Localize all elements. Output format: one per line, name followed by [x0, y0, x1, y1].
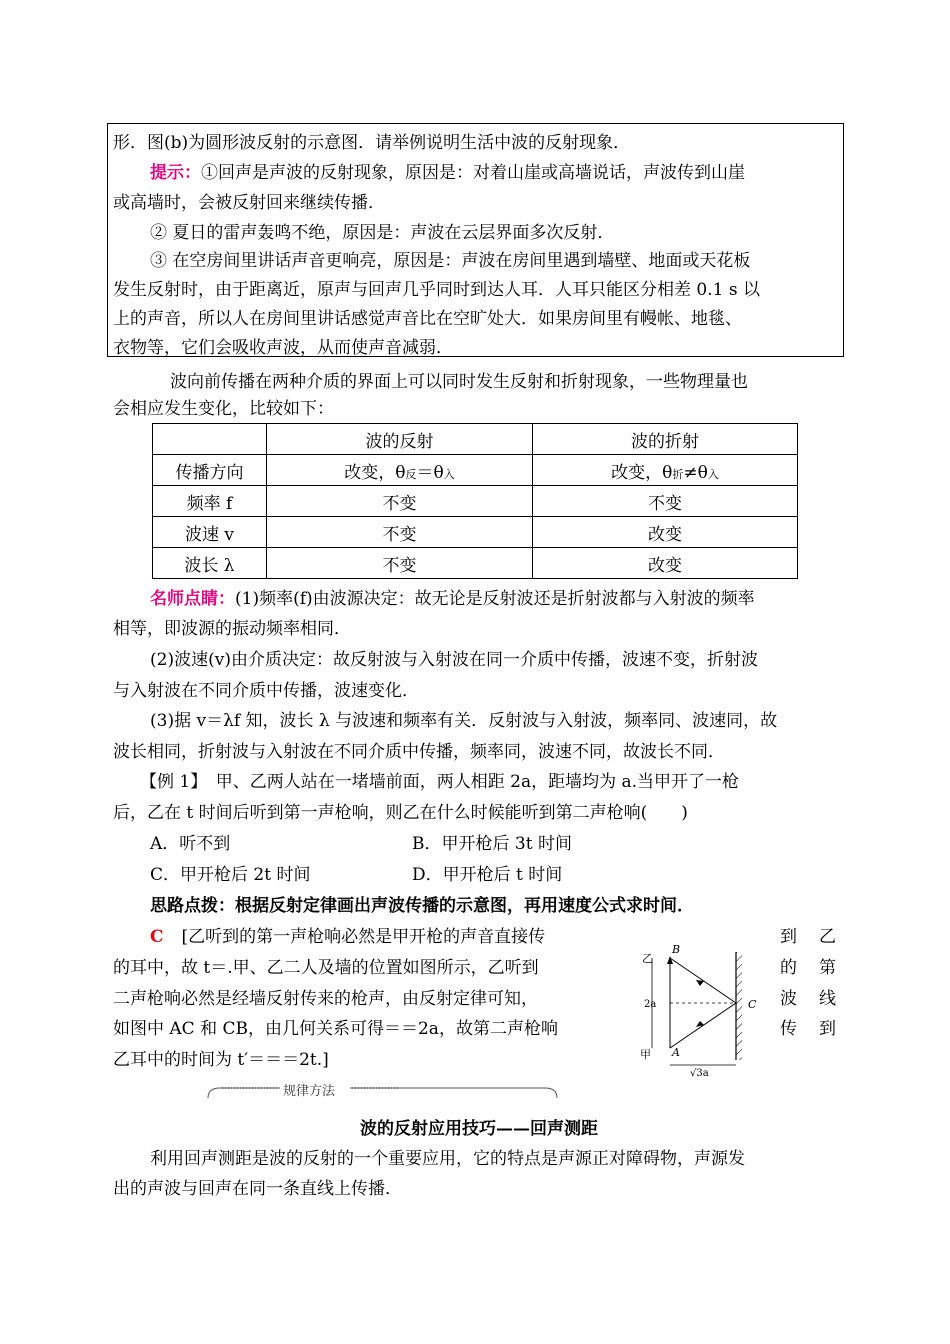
- table-row-label: 波长 λ: [153, 548, 267, 579]
- teacher-label: 名师点睛：: [150, 589, 235, 609]
- answer-right-char: 波: [780, 989, 797, 1009]
- answer-right-3: [780, 984, 836, 1009]
- hint-label: 提示：: [150, 163, 201, 183]
- arrow-icon: [696, 980, 704, 986]
- table-cell: 不变: [267, 486, 533, 517]
- answer-right-char: 线: [819, 989, 836, 1009]
- teacher-line-5: (3)据 v＝λf 知，波长 λ 与波速和频率有关．反射波与入射波，频率同、波速同，故: [150, 711, 778, 731]
- option-b: B．甲开枪后 3t 时间: [412, 834, 572, 854]
- tips-line-1: 利用回声测距是波的反射的一个重要应用，它的特点是声源正对障碍物，声源发: [150, 1149, 745, 1169]
- table-header-row: [153, 424, 798, 455]
- teacher-text: (1)频率(f)由波源决定：故无论是反射波还是折射波都与入射波的频率: [235, 589, 755, 609]
- answer-text: [乙听到的第一声枪响必然是甲开枪的声音直接传: [181, 927, 546, 947]
- table-row-label: 频率 f: [153, 486, 267, 517]
- answer-right-char: 到: [780, 927, 797, 947]
- label-2a: 2a: [644, 999, 657, 1010]
- reflection-figure: [630, 940, 770, 1080]
- table-row: [153, 517, 798, 548]
- cell-text: 改变，θ: [611, 462, 673, 483]
- option-d: D．甲开枪后 t 时间: [412, 865, 563, 885]
- answer-right-char: 传: [780, 1019, 797, 1039]
- answer-line-2: 的耳中，故 t＝.甲、乙二人及墙的位置如图所示，乙听到: [113, 958, 539, 978]
- teacher-line-4: 与入射波在不同介质中传播，波速变化．: [113, 681, 419, 701]
- answer-line-4: 如图中 AC 和 CB，由几何关系可得＝＝2a，故第二声枪响: [113, 1019, 558, 1039]
- teacher-line-3: (2)波速(v)由介质决定：故反射波与入射波在同一介质中传播，波速不变，折射波: [150, 650, 758, 670]
- think-hint: 思路点拨：根据反射定律画出声波传播的示意图，再用速度公式求时间．: [150, 896, 694, 916]
- wall-hatch: [736, 952, 742, 1060]
- answer-right-1: [780, 922, 836, 947]
- tips-line-2: 出的声波与回声在同一条直线上传播．: [113, 1179, 402, 1199]
- cb-line: [670, 958, 736, 1003]
- box-line-5: ③ 在空房间里讲话声音更响亮，原因是：声波在房间里遇到墙壁、地面或天花板: [150, 251, 751, 271]
- ac-line: [670, 1003, 736, 1048]
- label-c: C: [748, 998, 757, 1011]
- option-c: C．甲开枪后 2t 时间: [150, 865, 311, 885]
- teacher-line-6: 波长相同，折射波与入射波在不同介质中传播，频率同，波速不同，故波长不同．: [113, 742, 725, 762]
- table-cell: 不变: [267, 517, 533, 548]
- cell-subscript: 反: [405, 467, 417, 481]
- answer-line-3: 二声枪响必然是经墙反射传来的枪声，由反射定律可知，: [113, 989, 538, 1009]
- table-row: [153, 486, 798, 517]
- table-cell: 改变: [533, 517, 798, 548]
- box-line-2: [150, 158, 745, 183]
- intro-line-1: 波向前传播在两种介质的界面上可以同时发生反射和折射现象，一些物理量也: [170, 372, 748, 392]
- table-cell: [533, 455, 798, 486]
- box-line-3: 或高墙时，会被反射回来继续传播．: [113, 193, 385, 213]
- label-a: A: [672, 1046, 680, 1059]
- teacher-line-1: [150, 584, 755, 609]
- label-root3a: √3a: [690, 1068, 709, 1079]
- label-jia: 甲: [640, 1048, 651, 1061]
- intro-line-2: 会相应发生变化，比较如下：: [113, 399, 334, 419]
- option-a: A．听不到: [150, 834, 231, 854]
- table-header-reflection: 波的反射: [267, 424, 533, 455]
- tips-title: 波的反射应用技巧——回声测距: [360, 1119, 598, 1139]
- table-row: [153, 548, 798, 579]
- label-b: B: [672, 943, 681, 956]
- table-cell: 不变: [533, 486, 798, 517]
- comparison-table: [152, 423, 798, 579]
- cell-subscript: 折: [672, 467, 684, 481]
- box-line-6: 发生反射时，由于距离近，原声与回声几乎同时到达人耳．人耳只能区分相差 0.1 s 以: [113, 280, 760, 300]
- cell-subscript: 入: [443, 467, 455, 481]
- example-line-2: 后，乙在 t 时间后听到第一声枪响，则乙在什么时候能听到第二声枪响( ): [113, 803, 688, 823]
- cell-text: 改变，θ: [344, 462, 406, 483]
- teacher-line-2: 相等，即波源的振动频率相同．: [113, 619, 351, 639]
- table-corner-cell: [153, 424, 267, 455]
- answer-letter: C: [150, 927, 164, 947]
- answer-right-char: 到: [819, 1019, 836, 1039]
- table-cell: [267, 455, 533, 486]
- cell-text: ≠θ: [683, 462, 708, 483]
- cell-text: ＝θ: [416, 462, 444, 483]
- table-row-label: 传播方向: [153, 455, 267, 486]
- label-yi: 乙: [642, 952, 653, 965]
- answer-line-1: [150, 922, 545, 947]
- box-line-1: 形．图(b)为圆形波反射的示意图．请举例说明生活中波的反射现象．: [113, 133, 631, 153]
- answer-right-char: 乙: [819, 927, 836, 947]
- table-row: [153, 455, 798, 486]
- table-cell: 改变: [533, 548, 798, 579]
- answer-right-char: 第: [819, 958, 836, 978]
- hint-text: ①回声是声波的反射现象，原因是：对着山崖或高墙说话，声波传到山崖: [201, 163, 745, 183]
- box-line-7: 上的声音，所以人在房间里讲话感觉声音比在空旷处大．如果房间里有幔帐、地毯、: [113, 309, 742, 329]
- cell-subscript: 入: [707, 467, 719, 481]
- box-line-8: 衣物等，它们会吸收声波，从而使声音减弱．: [113, 338, 453, 358]
- example-line-1: 【例 1】 甲、乙两人站在一堵墙前面，两人相距 2a，距墙均为 a.当甲开了一枪: [140, 772, 740, 792]
- tips-banner: [200, 1080, 565, 1108]
- table-header-refraction: 波的折射: [533, 424, 798, 455]
- answer-right-2: [780, 953, 836, 978]
- table-row-label: 波速 v: [153, 517, 267, 548]
- answer-right-4: [780, 1014, 836, 1039]
- box-line-4: ② 夏日的雷声轰鸣不绝，原因是：声波在云层界面多次反射．: [150, 223, 615, 243]
- answer-right-char: 的: [780, 958, 797, 978]
- answer-line-5: 乙耳中的时间为 t′＝＝＝2t.]: [113, 1050, 329, 1070]
- tips-tag: 规律方法: [283, 1084, 336, 1099]
- table-cell: 不变: [267, 548, 533, 579]
